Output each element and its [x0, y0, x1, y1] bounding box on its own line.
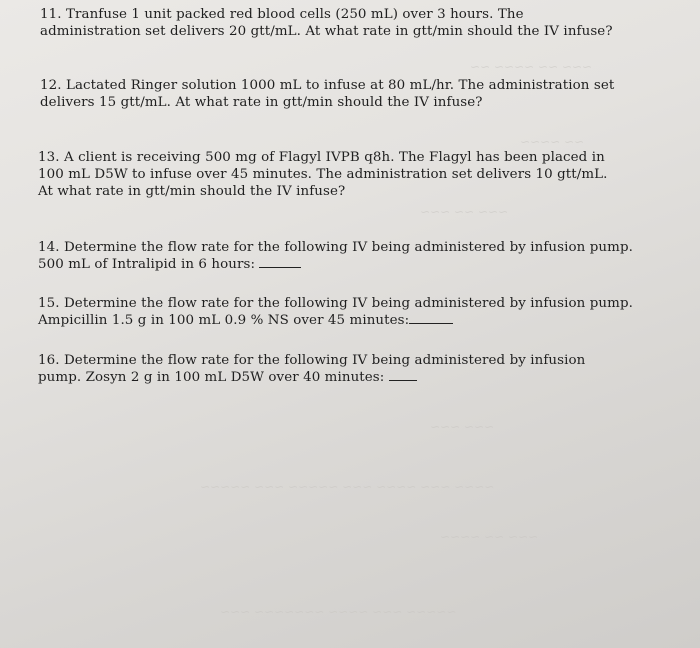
question-text-line: 14. Determine the flow rate for the following IV being administered by infusion pump. [38, 240, 633, 255]
bleed-through-mark: ~~~ ~~ ~~~~ [440, 530, 539, 544]
question-12 [40, 77, 660, 111]
question-text-line: 16. Determine the flow rate for the following IV being administered by infusion [38, 353, 586, 368]
question-text-line: 100 mL D5W to infuse over 45 minutes. The administration set delivers 10 gtt/mL. [38, 167, 608, 182]
question-text-line: pump. Zosyn 2 g in 100 mL D5W over 40 minutes: [38, 370, 385, 385]
question-text-line: 11. Tranfuse 1 unit packed red blood cells (250 mL) over 3 hours. The [40, 7, 524, 22]
question-text-line: 15. Determine the flow rate for the following IV being administered by infusion pump. [38, 296, 633, 311]
bleed-through-mark: ~~ ~~~~ [520, 135, 585, 149]
question-text-line: administration set delivers 20 gtt/mL. At what rate in gtt/min should the IV infuse? [40, 24, 613, 39]
question-text-line: At what rate in gtt/min should the IV infuse? [38, 184, 346, 199]
bleed-through-mark: ~~~~~ ~~~ ~~~~ ~~~~~~~ ~~~ [220, 605, 457, 619]
question-15 [38, 295, 658, 329]
question-answer-line [38, 369, 658, 386]
answer-blank [409, 323, 453, 324]
bleed-through-mark: ~~~~ ~~~ ~~~~ ~~~ ~~~~~ ~~~ ~~~~~ [200, 480, 495, 494]
question-answer-line [38, 256, 658, 273]
question-14 [38, 239, 658, 273]
question-text-line: 13. A client is receiving 500 mg of Flagyl IVPB q8h. The Flagyl has been placed in [38, 150, 605, 165]
question-11 [40, 6, 660, 40]
bleed-through-mark: ~~~ ~~ ~~~~ ~~ [470, 60, 593, 74]
question-text-line: 500 mL of Intralipid in 6 hours: [38, 257, 256, 272]
answer-blank [259, 267, 301, 268]
question-answer-line [38, 312, 658, 329]
bleed-through-mark: ~~~ ~~ ~~~ [420, 205, 509, 219]
question-13 [38, 149, 658, 200]
question-16 [38, 352, 658, 386]
question-text-line: delivers 15 gtt/mL. At what rate in gtt/min should the IV infuse? [40, 95, 483, 110]
question-text-line: 12. Lactated Ringer solution 1000 mL to infuse at 80 mL/hr. The administration set [40, 78, 615, 93]
answer-blank [389, 380, 417, 381]
bleed-through-mark: ~~~ ~~~ [430, 420, 495, 434]
question-text-line: Ampicillin 1.5 g in 100 mL 0.9 % NS over 45 minutes: [38, 313, 410, 328]
